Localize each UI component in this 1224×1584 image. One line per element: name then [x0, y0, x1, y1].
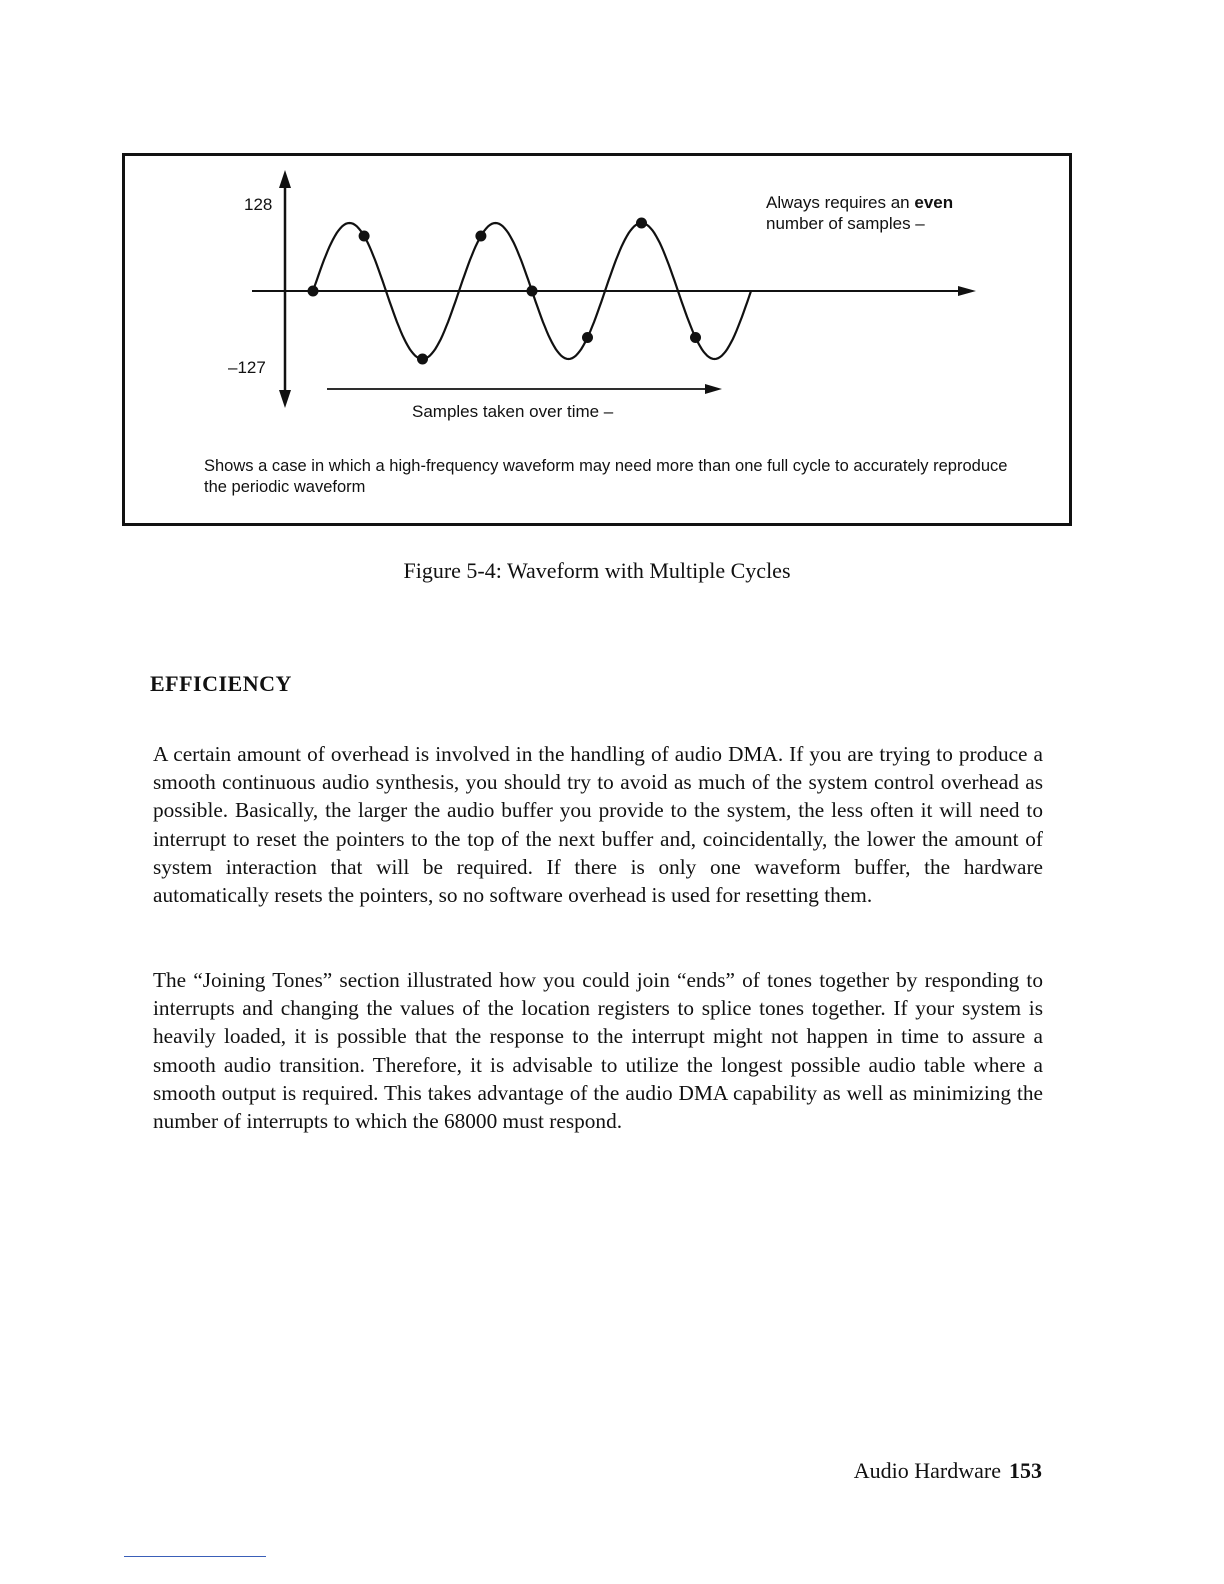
- scan-artifact-rule: [124, 1556, 266, 1557]
- figure-description: Shows a case in which a high-frequency waveform may need more than one full cycle to accurately reproduce the periodic waveform: [204, 457, 1008, 496]
- sample-dot: [308, 286, 319, 297]
- note-bold-word: even: [914, 193, 954, 212]
- page-footer: [854, 1458, 1042, 1484]
- sample-dot: [582, 332, 593, 343]
- note-prefix: Always requires an: [766, 193, 910, 212]
- page-number: 153: [1009, 1458, 1042, 1483]
- section-heading: EFFICIENCY: [150, 671, 292, 696]
- figure-caption: Figure 5-4: Waveform with Multiple Cycles: [403, 558, 791, 583]
- paragraph: A certain amount of overhead is involved in the handling of audio DMA. If you are trying to produce a smooth continuous audio synthesis, you should try to avoid as much of the system control overhead as possible. Basically, the larger the audio buffer you provide to the system, the less often it will need to interrupt to reset the pointers to the top of the next buffer and, coincidentally, the lower the amount of system interaction that will be required. If there is only one waveform buffer, the hardware automatically resets the pointers, so no software overhead is used for resetting them.: [153, 742, 1043, 908]
- sample-dot: [690, 332, 701, 343]
- sample-dot: [527, 286, 538, 297]
- note-line-2: number of samples –: [766, 214, 925, 233]
- y-max-label: 128: [244, 195, 273, 214]
- even-samples-note: [766, 192, 1026, 234]
- waveform-figure: [122, 153, 1072, 526]
- x-axis-arrow: [958, 286, 976, 296]
- y-axis-arrow-down: [279, 390, 291, 408]
- x-axis-label: Samples taken over time –: [412, 402, 614, 421]
- sample-dot: [636, 218, 647, 229]
- time-arrow-head: [705, 384, 722, 394]
- y-axis-arrow-up: [279, 170, 291, 188]
- paragraph: The “Joining Tones” section illustrated how you could join “ends” of tones together by responding to interrupts and changing the values of the location registers to splice tones together. If your system is heavily loaded, it is possible that the response to the interrupt might not happen in time to assure a smooth audio transition. Therefore, it is advisable to utilize the longest possible audio table where a smooth output is required. This takes advantage of the audio DMA capability as well as minimizing the number of interrupts to which the 68000 must respond.: [153, 968, 1043, 1134]
- sample-dot: [359, 231, 370, 242]
- footer-title: Audio Hardware: [853, 1458, 1001, 1483]
- sample-dot: [417, 354, 428, 365]
- y-min-label: –127: [228, 358, 266, 377]
- sample-dot: [475, 231, 486, 242]
